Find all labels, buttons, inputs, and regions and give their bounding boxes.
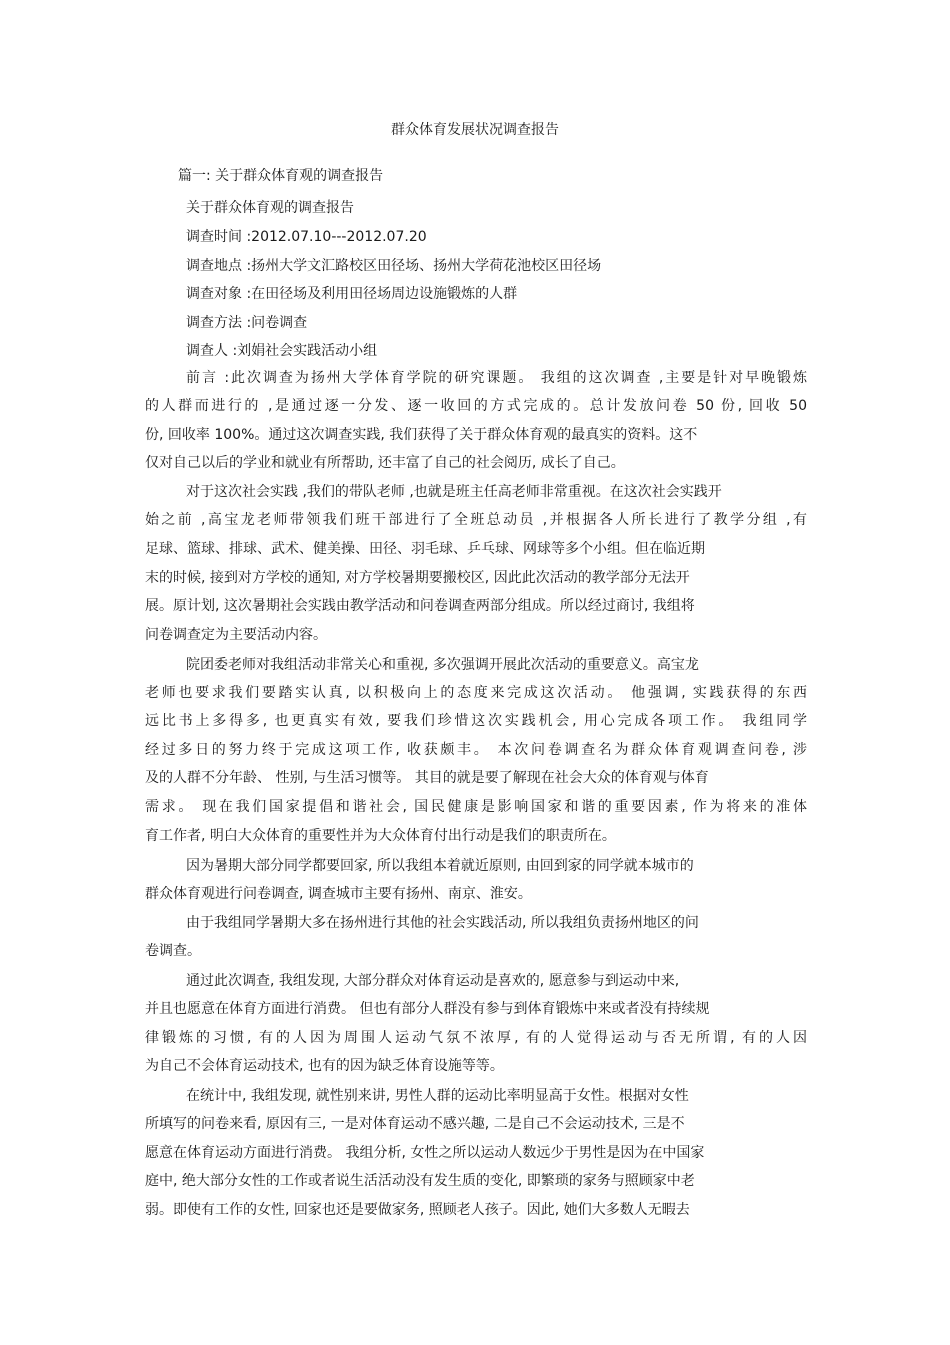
text-line: 因为暑期大部分同学都要回家, 所以我组本着就近原则, 由回到家的同学就本城市的 — [186, 858, 694, 874]
text-line: 及的人群不分年龄、 性别, 与生活习惯等。 其目的就是要了解现在社会大众的体育观与体育 — [145, 770, 709, 786]
text-line: 始之前 ,高宝龙老师带领我们班干部进行了全班总动员 ,并根据各人所长进行了教学分组 ,有 — [145, 512, 807, 528]
text-line: 庭中, 绝大部分女性的工作或者说生活活动没有发生质的变化, 即繁琐的家务与照顾家中老 — [145, 1173, 695, 1189]
text-line: 远比书上多得多, 也更真实有效, 要我们珍惜这次实践机会, 用心完成各项工作。 我组同学 — [145, 713, 807, 729]
text-line: 末的时候, 接到对方学校的通知, 对方学校暑期要搬校区, 因此此次活动的教学部分无法开 — [145, 570, 690, 586]
meta-survey-location: 调查地点 :扬州大学文汇路校区田径场、扬州大学荷花池校区田径场 — [186, 258, 602, 274]
meta-survey-method: 调查方法 :问卷调查 — [186, 315, 308, 331]
text-line: 份, 回收率 100%。通过这次调查实践, 我们获得了关于群众体育观的最真实的资料。这不 — [145, 427, 698, 443]
text-line: 需求。 现在我们国家提倡和谐社会, 国民健康是影响国家和谐的重要因素, 作为将来的准体 — [145, 799, 807, 815]
text-line: 育工作者, 明白大众体育的重要性并为大众体育付出行动是我们的职责所在。 — [145, 828, 616, 844]
text-line: 并且也愿意在体育方面进行消费。 但也有部分人群没有参与到体育锻炼中来或者没有持续规 — [145, 1001, 710, 1017]
text-line: 院团委老师对我组活动非常关心和重视, 多次强调开展此次活动的重要意义。高宝龙 — [186, 657, 699, 673]
section-heading: 篇一: 关于群众体育观的调查报告 — [178, 168, 384, 184]
text-line: 在统计中, 我组发现, 就性别来讲, 男性人群的运动比率明显高于女性。根据对女性 — [186, 1088, 689, 1104]
text-line: 足球、篮球、排球、武术、健美操、田径、羽毛球、乒乓球、网球等多个小组。但在临近期 — [145, 541, 705, 557]
text-line: 群众体育观进行问卷调查, 调查城市主要有扬州、南京、淮安。 — [145, 886, 532, 902]
meta-survey-time: 调查时间 :2012.07.10---2012.07.20 — [186, 229, 427, 245]
text-line: 由于我组同学暑期大多在扬州进行其他的社会实践活动, 所以我组负责扬州地区的问 — [186, 915, 699, 931]
text-line: 的人群而进行的 ,是通过逐一分发、逐一收回的方式完成的。总计发放问卷 50 份, 回收 50 — [145, 398, 807, 414]
meta-surveyor: 调查人 :刘娟社会实践活动小组 — [186, 343, 378, 359]
text-line: 展。原计划, 这次暑期社会实践由教学活动和问卷调查两部分组成。所以经过商讨, 我组将 — [145, 598, 695, 614]
text-line: 问卷调查定为主要活动内容。 — [145, 627, 327, 643]
text-line: 经过多日的努力终于完成这项工作, 收获颇丰。 本次问卷调查名为群众体育观调查问卷, 涉 — [145, 742, 807, 758]
text-line: 律锻炼的习惯, 有的人因为周围人运动气氛不浓厚, 有的人觉得运动与否无所谓, 有的人因 — [145, 1030, 807, 1046]
text-line: 老师也要求我们要踏实认真, 以积极向上的态度来完成这次活动。 他强调, 实践获得的东西 — [145, 685, 807, 701]
meta-survey-subjects: 调查对象 :在田径场及利用田径场周边设施锻炼的人群 — [186, 286, 518, 302]
text-line: 仅对自己以后的学业和就业有所帮助, 还丰富了自己的社会阅历, 成长了自己。 — [145, 455, 625, 471]
text-line: 卷调查。 — [145, 943, 201, 959]
text-line: 为自己不会体育运动技术, 也有的因为缺乏体育设施等等。 — [145, 1058, 504, 1074]
text-line: 所填写的问卷来看, 原因有三, 一是对体育运动不感兴趣, 二是自己不会运动技术, 三是不 — [145, 1116, 685, 1132]
text-line: 前言 :此次调查为扬州大学体育学院的研究课题。 我组的这次调查 ,主要是针对早晚锻炼 — [186, 370, 807, 386]
text-line: 愿意在体育运动方面进行消费。 我组分析, 女性之所以运动人数远少于男性是因为在中国家 — [145, 1145, 705, 1161]
text-line: 弱。即使有工作的女性, 回家也还是要做家务, 照顾老人孩子。因此, 她们大多数人无暇去 — [145, 1202, 690, 1218]
report-subtitle: 关于群众体育观的调查报告 — [186, 200, 354, 216]
text-line: 对于这次社会实践 ,我们的带队老师 ,也就是班主任高老师非常重视。在这次社会实践开 — [186, 484, 722, 500]
text-line: 通过此次调查, 我组发现, 大部分群众对体育运动是喜欢的, 愿意参与到运动中来, — [186, 973, 680, 989]
document-title: 群众体育发展状况调查报告 — [391, 122, 559, 138]
